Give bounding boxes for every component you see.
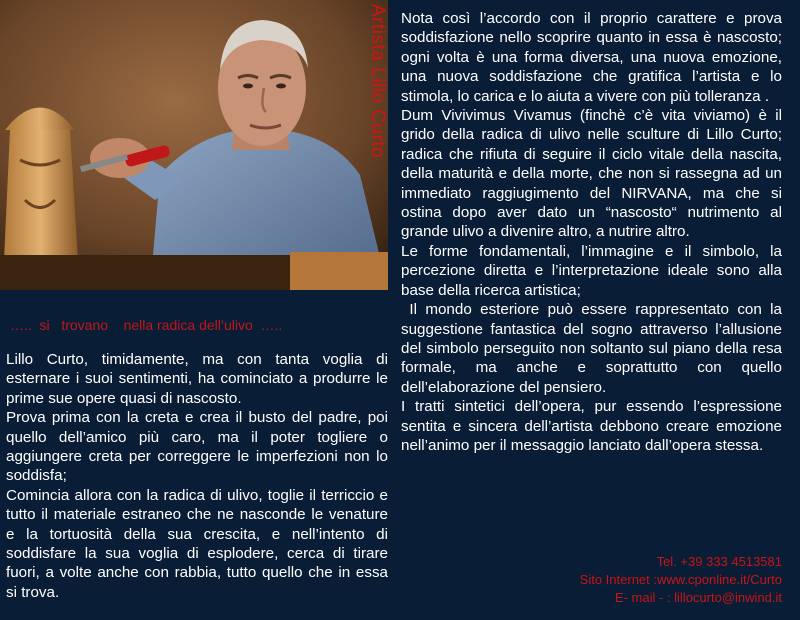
tagline: ….. si trovano nella radica dell’ulivo ….. (10, 317, 283, 333)
right-paragraph: Il mondo esteriore può essere rappresentato con la suggestione fantastica del sogno attraverso l’allusione del simbolo perseguito non soltanto sul piano della resa formale, ma anche e soprattutto con quello dell’elaborazione del pensiero. (401, 301, 787, 396)
artist-title: Artista Lillo Curto (367, 4, 388, 159)
right-column (401, 9, 787, 455)
left-column (6, 350, 388, 602)
contact-email[interactable]: E- mail - : lillocurto@inwind.it (614, 590, 782, 605)
left-paragraph: Prova prima con la creta e crea il busto del padre, poi quello dell’amico più caro, ma il poter togliere o aggiungere creta per correggere le imperfezioni non lo soddisfa; (6, 409, 388, 485)
right-paragraph: Nota così l’accordo con il proprio carattere e prova soddisfazione nello scoprire quanto in essa è nascosto; ogni volta è una forma diversa, una nuova emozione, una nuova soddisfazione che gratifica l’artista e lo stimola, lo carica e lo aiuta a vivere con più tolleranza . (401, 10, 782, 105)
artist-photo-illustration (0, 0, 388, 290)
right-paragraph: I tratti sintetici dell’opera, pur essendo l’espressione sentita e sincera dell’artista debbono creare emozione nell’animo per il messaggio lanciato dall’opera stessa. (401, 398, 782, 454)
right-paragraph: Le forme fondamentali, l’immagine e il simbolo, la percezione diretta e l’interpretazione ideale sono alla base della ricerca artistica; (401, 242, 782, 299)
right-paragraph: Dum Vivivimus Vivamus (finchè c’è vita viviamo) è il grido della radica di ulivo nelle sculture di Lillo Curto; radica che rifiuta di seguire il ciclo vitale della nascita, della maturità e della morte, che non si rassegna ad un immediato raggiugimento del NIRVANA, ma che si ostina dopo aver dato un “nascosto“ nutrimento al grande ulivo a divenire altro, a nutrire altro. (401, 107, 782, 241)
left-paragraph: Lillo Curto, timidamente, ma con tanta voglia di esternare i suoi sentimenti, ha cominciato a produrre le prime sue opere quasi di nascosto. (6, 351, 388, 407)
artist-photo (0, 0, 388, 290)
contact-block (402, 553, 782, 607)
contact-phone: Tel. +39 333 4513581 (656, 554, 782, 569)
contact-website[interactable]: Sito Internet :www.cponline.it/Curto (579, 572, 782, 587)
left-paragraph: Comincia allora con la radica di ulivo, toglie il terriccio e tutto il materiale estraneo che ne nasconde le venature e la tortuosità della sua crescita, e nell’intento di soddisfare la sua voglia di esplodere, cerca di tirare fuori, a volte anche con rabbia, tutto quello che in essa si trova. (6, 486, 388, 601)
